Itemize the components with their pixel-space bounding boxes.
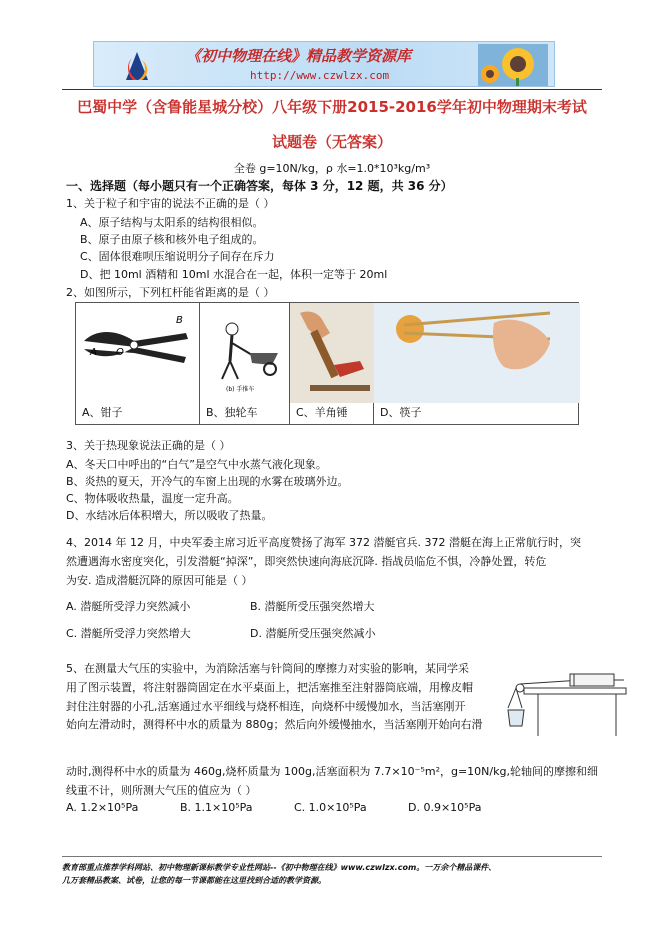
label-a: A: [90, 347, 97, 358]
q5-option-b: B. 1.1×10⁵Pa: [180, 801, 253, 814]
figure-pliers: [76, 303, 200, 424]
figure-chopsticks: [374, 303, 580, 424]
header-banner: [93, 41, 555, 87]
q4-option-a: A. 潜艇所受浮力突然减小: [66, 600, 191, 613]
banner-title: 《初中物理在线》精品教学资源库: [186, 47, 412, 65]
question-1-stem: 1、关于粒子和宇宙的说法不正确的是（ ）: [66, 197, 275, 210]
caption-a: A、钳子: [82, 406, 123, 419]
wheelbarrow-icon: [200, 303, 290, 403]
q4-option-c: C. 潜艇所受浮力突然增大: [66, 627, 191, 640]
banner-url[interactable]: http://www.czwlzx.com: [250, 69, 390, 82]
q4-option-d: D. 潜艇所受压强突然减小: [250, 627, 376, 640]
logo-icon: [124, 50, 150, 82]
caption-b: B、独轮车: [206, 406, 258, 419]
chopsticks-icon: [374, 303, 580, 403]
q5-option-a: A. 1.2×10⁵Pa: [66, 801, 139, 814]
footer-divider: [62, 856, 602, 857]
header-divider: [62, 89, 602, 90]
question-5-line-2: 用了图示装置，将注射器筒固定在水平桌面上，把活塞推至注射器筒底端，用橡皮帽: [66, 681, 473, 694]
question-3-stem: 3、关于热现象说法正确的是（ ）: [66, 439, 231, 452]
constants-line: 全卷 g=10N/kg，ρ 水=1.0*10³kg/m³: [233, 162, 431, 175]
q1-option-c: C、固体很难呗压缩说明分子间存在斥力: [80, 250, 275, 263]
page-subtitle: 试题卷（无答案）: [271, 133, 392, 151]
page-title: 巴蜀中学（含鲁能星城分校）八年级下册2015-2016学年初中物理期末考试: [77, 98, 587, 116]
q3-option-b: B、炎热的夏天，开冷气的车窗上出现的水雾在玻璃外边。: [66, 475, 349, 488]
question-5-line-3: 封住注射器的小孔,活塞通过水平细线与烧杯相连，向烧杯中缓慢加水，当活塞刚开: [66, 700, 466, 713]
q4-option-b: B. 潜艇所受压强突然增大: [250, 600, 375, 613]
caption-d: D、筷子: [380, 406, 422, 419]
q3-option-d: D、水结冰后体积增大，所以吸收了热量。: [66, 509, 273, 522]
q3-option-c: C、物体吸收热量，温度一定升高。: [66, 492, 239, 505]
q5-option-c: C. 1.0×10⁵Pa: [294, 801, 367, 814]
question-5-line-4: 始向左滑动时，测得杯中水的质量为 880g；然后向外缓慢抽水，当活塞刚开始向右滑: [66, 718, 483, 731]
label-b: B: [176, 315, 183, 326]
q1-option-a: A、原子结构与太阳系的结构很相似。: [80, 216, 264, 229]
question-2-figure: [75, 302, 579, 425]
question-5-line-5: 动时,测得杯中水的质量为 460g,烧杯质量为 100g,活塞面积为 7.7×10⁻⁵m²，g=10N/kg,轮轴间的摩擦和细: [66, 765, 598, 778]
question-5-line-1: 5、在测量大气压的实验中，为消除活塞与针筒间的摩擦力对实验的影响，某同学采: [66, 662, 469, 675]
question-4-line-1: 4、2014 年 12 月，中央军委主席习近平高度赞扬了海军 372 潜艇官兵. 372 潜艇在海上正常航行时，突: [66, 536, 581, 549]
question-5-line-6: 线重不计，则所测大气压的值应为（ ）: [66, 784, 257, 797]
q5-option-d: D. 0.9×10⁵Pa: [408, 801, 482, 814]
caption-c: C、羊角锤: [296, 406, 348, 419]
label-o: O: [116, 347, 124, 358]
pliers-icon: [76, 303, 200, 403]
question-4-line-2: 然遭遇海水密度突化，引发潜艇“掉深”，即突然快速向海底沉降. 指战员临危不惧，冷静处置，转危: [66, 555, 547, 568]
q1-option-d: D、把 10ml 酒精和 10ml 水混合在一起，体积一定等于 20ml: [80, 268, 388, 281]
footer: [62, 861, 622, 887]
question-2-stem: 2、如图所示，下列杠杆能省距离的是（ ）: [66, 286, 275, 299]
figure-wheelbarrow: [200, 303, 290, 424]
q1-option-b: B、原子由原子核和核外电子组成的。: [80, 233, 264, 246]
footer-line-2: 几万套精品教案、试卷，让您的每一节课都能在这里找到合适的教学资源。: [62, 876, 326, 885]
hammer-icon: [290, 303, 374, 403]
cart-label: (b) 手推车: [226, 386, 255, 393]
q3-option-a: A、冬天口中呼出的“白气”是空气中水蒸气液化现象。: [66, 458, 327, 471]
figure-claw-hammer: [290, 303, 374, 424]
footer-line-1: 教育部重点推荐学科网站、初中物理新课标教学专业性网站--《初中物理在线》www.czwlzx.com。一万余个精品课件、: [62, 863, 497, 872]
syringe-apparatus-figure: [504, 660, 629, 740]
section-heading: 一、选择题（每小题只有一个正确答案，每体 3 分，12 题，共 36 分）: [66, 179, 453, 193]
question-4-line-3: 为安. 造成潜艇沉降的原因可能是（ ）: [66, 574, 253, 587]
sunflower-icon: [478, 44, 548, 86]
